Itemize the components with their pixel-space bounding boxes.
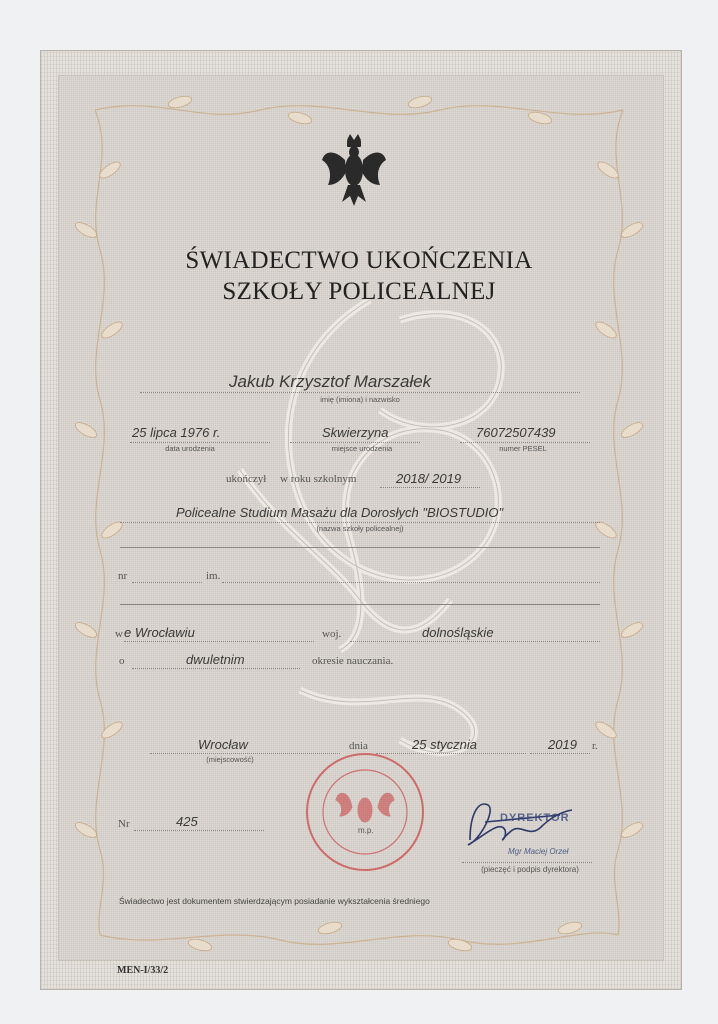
round-seal — [307, 754, 423, 870]
footer-note: Świadectwo jest dokumentem stwierdzającym posiadanie wykształcenia średniego — [119, 896, 430, 906]
issue-year-suffix: r. — [592, 740, 598, 752]
issue-place-caption: (miejscowość) — [206, 755, 254, 764]
duration-value: dwuletnim — [186, 652, 245, 667]
duration-line — [132, 668, 300, 669]
name-line — [140, 392, 580, 393]
issue-place-line — [150, 753, 340, 754]
school-year-line — [380, 487, 480, 488]
signature-caption: (pieczęć i podpis dyrektora) — [481, 865, 579, 874]
school-number-line — [132, 582, 202, 583]
director-title-stamp: DYREKTOR — [500, 812, 570, 824]
pesel-caption: numer PESEL — [499, 444, 547, 453]
issue-year-value: 2019 — [548, 737, 577, 752]
school-extra-line — [120, 547, 600, 548]
city-line — [124, 641, 314, 642]
polish-eagle-emblem — [322, 134, 386, 206]
birth-date-line — [130, 442, 270, 443]
name-caption: imię (imiona) i nazwisko — [320, 395, 400, 404]
birth-place-caption: miejsce urodzenia — [331, 444, 393, 453]
pesel-line — [460, 442, 590, 443]
school-name-line — [120, 522, 600, 523]
birth-date-caption: data urodzenia — [165, 444, 215, 453]
city-value: e Wrocławiu — [124, 625, 195, 640]
school-number-label: nr — [118, 570, 128, 582]
duration-suffix-label: okresie nauczania. — [312, 655, 394, 667]
pesel-value: 76072507439 — [476, 425, 556, 440]
form-code: MEN-I/33/2 — [117, 965, 169, 976]
patron-label: im. — [206, 570, 221, 582]
seal-mark-label: m.p. — [358, 826, 374, 835]
birth-date-value: 25 lipca 1976 r. — [132, 425, 221, 440]
signature-line — [462, 862, 592, 863]
duration-prefix-label: o — [119, 655, 125, 667]
school-name-value: Policealne Studium Masażu dla Dorosłych "BIOSTUDIO" — [176, 505, 504, 520]
school-name-caption: (nazwa szkoły policealnej) — [316, 524, 404, 533]
voivodeship-line — [350, 641, 600, 642]
voivodeship-value: dolnośląskie — [422, 625, 494, 640]
director-name-stamp: Mgr Maciej Orzeł — [508, 847, 569, 856]
certificate-title-line2: SZKOŁY POLICEALNEJ — [222, 278, 496, 305]
certificate-title-line1: ŚWIADECTWO UKOŃCZENIA — [185, 247, 533, 274]
certificate-number-line — [134, 830, 264, 831]
issue-year-line — [530, 753, 590, 754]
school-year-label: w roku szkolnym — [280, 473, 357, 485]
certificate-number-label: Nr — [118, 818, 130, 830]
birth-place-value: Skwierzyna — [322, 425, 389, 440]
patron-extra-line — [120, 604, 600, 605]
school-year-value: 2018/ 2019 — [396, 471, 462, 486]
student-name: Jakub Krzysztof Marszałek — [229, 372, 432, 391]
issue-date-value: 25 stycznia — [412, 737, 478, 752]
completed-label: ukończył — [226, 473, 267, 485]
issue-date-label: dnia — [349, 740, 368, 752]
city-prefix-label: w — [115, 628, 123, 640]
director-signature — [468, 804, 572, 845]
birth-place-line — [290, 442, 420, 443]
issue-place-value: Wrocław — [198, 737, 248, 752]
patron-line — [222, 582, 600, 583]
certificate-number-value: 425 — [176, 814, 198, 829]
issue-date-line — [376, 753, 526, 754]
voivodeship-label: woj. — [322, 628, 342, 640]
